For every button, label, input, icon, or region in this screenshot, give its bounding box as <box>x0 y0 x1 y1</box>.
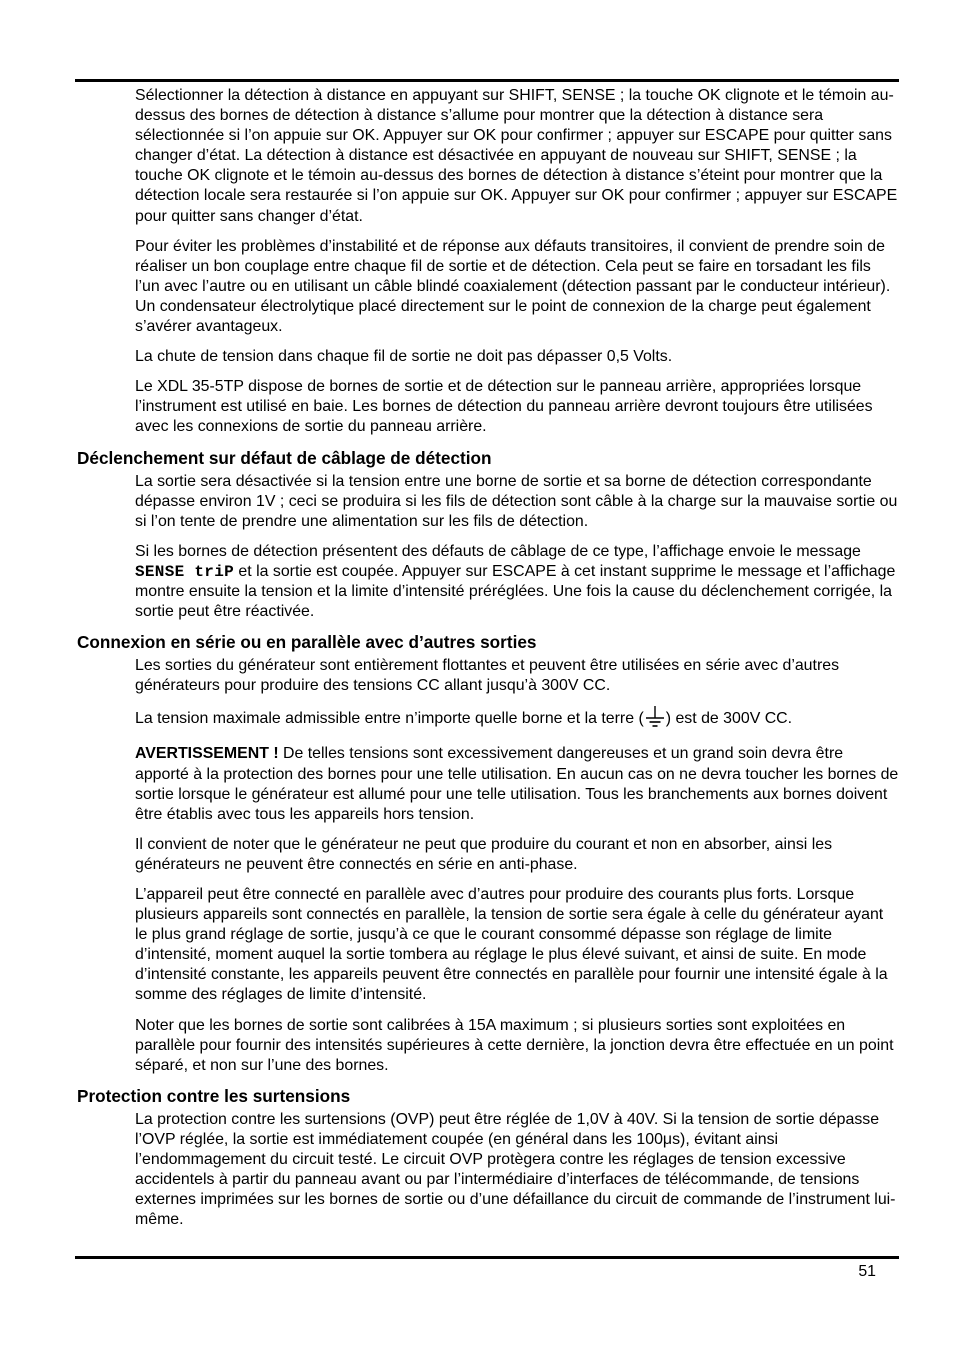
warning-text: De telles tensions sont excessivement dangereuses et un grand soin devra être apporté à la protection des bornes pour une telle utilisation. En aucun cas on ne devra toucher les bornes de sortie lorsque le générateur est allumé pour une telle utilisation. Tous les branchements aux bornes doivent être établis avec tous les appareils hors tension. <box>135 745 899 823</box>
top-rule <box>75 79 899 82</box>
series-paragraph-1: Les sorties du générateur sont entièrement flottantes et peuvent être utilisées en série avec d’autres générateurs pour produire des tensions CC allant jusqu’à 300V CC. <box>135 657 840 695</box>
sense-trip-paragraph-1: La sortie sera désactivée si la tension entre une borne de sortie et sa borne de détection correspondante dépasse environ 1V ; ceci se produira si les fils de détection sont câble à la charge sur la mauvaise sortie ou si l’on tente de prendre une alimentation sur les fils de détection. <box>135 472 898 530</box>
intro-paragraph-3: La chute de tension dans chaque fil de sortie ne doit pas dépasser 0,5 Volts. <box>135 348 673 366</box>
sense-trip-display-message: SENSE triP <box>135 562 235 581</box>
series-paragraph-2 <box>135 706 899 734</box>
series-paragraph-5: L’appareil peut être connecté en parallèle avec d’autres pour produire des courants plus forts. Lorsque plusieurs appareils sont connectés en parallèle, la tension de sortie sera égale à celle du générateur ayant le plus grand réglage de sortie, jusqu’à ce que le courant consommé dépasse son réglage de limite d’intensité, moment auquel la sortie tombera au réglage le plus élevé suivant, et ainsi de suite. En mode d’intensité constante, les appareils peuvent être connectés en parallèle pour fournir une intensité égale à la somme des réglages de limite d’intensité. <box>135 886 888 1004</box>
intro-paragraph-1: Sélectionner la détection à distance en appuyant sur SHIFT, SENSE ; la touche OK clignote et le témoin au-dessus des bornes de détection à distance s’allume pour montrer que la détection à distance sera sélectionnée si l’on appuie sur OK. Appuyer sur OK pour confirmer ; appuyer sur ESCAPE pour quitter sans changer d’état. La détection à distance est désactivée en appuyant de nouveau sur SHIFT, SENSE ; la touche OK clignote et le témoin au-dessus des bornes de détection à distance s’éteint pour montrer que la détection locale sera restaurée si l’on appuie sur OK. Appuyer sur OK pour confirmer ; appuyer sur ESCAPE pour quitter sans changer d’état. <box>135 87 898 225</box>
series-paragraph-4: Il convient de noter que le générateur ne peut que produire du courant et non en absorber, ainsi les générateurs ne peuvent être connectés en série en anti-phase. <box>135 835 833 873</box>
warning-label: AVERTISSEMENT ! <box>135 745 279 763</box>
series-voltage-text-before: La tension maximale admissible entre n’importe quelle borne et la terre ( <box>135 710 644 728</box>
series-voltage-text-after: ) est de 300V CC. <box>665 710 793 728</box>
section-heading-series-parallel: Connexion en série ou en parallèle avec d’autres sorties <box>77 632 537 653</box>
intro-paragraph-4: Le XDL 35-5TP dispose de bornes de sortie et de détection sur le panneau arrière, appropriées lorsque l’instrument est utilisé en baie. Les bornes de détection du panneau arrière devront toujours être utilisées avec les connexions de sortie du panneau arrière. <box>135 378 873 436</box>
section-heading-ovp: Protection contre les surtensions <box>77 1085 351 1106</box>
series-paragraph-6: Noter que les bornes de sortie sont calibrées à 15A maximum ; si plusieurs sorties sont exploitées en parallèle pour fournir des intensités supérieures à cette dernière, la jonction devra être effectuée en un point séparé, et non sur l’une des bornes. <box>135 1016 894 1074</box>
ovp-paragraph-1: La protection contre les surtensions (OVP) peut être réglée de 1,0V à 40V. Si la tension de sortie dépasse l’OVP réglée, la sortie est immédiatement coupée (en général dans les 100μs), évitant ainsi l’endommagement du circuit testé. Le circuit OVP protègera contre les réglages de tension excessive accidentels à partir du panneau avant ou par l’intermédiaire d’interfaces de télécommande, de tensions externes imprimées sur les bornes de sortie ou d’une défaillance du circuit de commande de l’instrument lui-même. <box>135 1110 896 1229</box>
page-number: 51 <box>858 1263 876 1280</box>
warning-paragraph <box>135 744 899 824</box>
bottom-rule <box>75 1256 899 1259</box>
section-heading-sense-trip: Déclenchement sur défaut de câblage de détection <box>77 447 492 468</box>
sense-trip-text-after: et la sortie est coupée. Appuyer sur ESCAPE à cet instant supprime le message et l’affichage montre ensuite la tension et la limite d’intensité préréglées. Une fois la cause du déclenchement corrigée, la sortie peut être réactivée. <box>135 562 896 621</box>
sense-trip-text-before: Si les bornes de détection présentent des défauts de câblage de ce type, l’affichage envoie le message <box>135 542 861 560</box>
earth-ground-icon <box>645 706 665 734</box>
intro-paragraph-2: Pour éviter les problèmes d’instabilité et de réponse aux défauts transitoires, il convient de prendre soin de réaliser un bon couplage entre chaque fil de sortie et de détection. Cela peut se faire en torsadant les fils l’un avec l’autre ou en utilisant un câble blindé coaxialement (détection passant par le conducteur intérieur). Un condensateur électrolytique placé directement sur le point de connexion de la charge peut également s’avérer avantageux. <box>135 237 891 336</box>
sense-trip-paragraph-2 <box>135 542 899 622</box>
page-content <box>75 86 899 1240</box>
